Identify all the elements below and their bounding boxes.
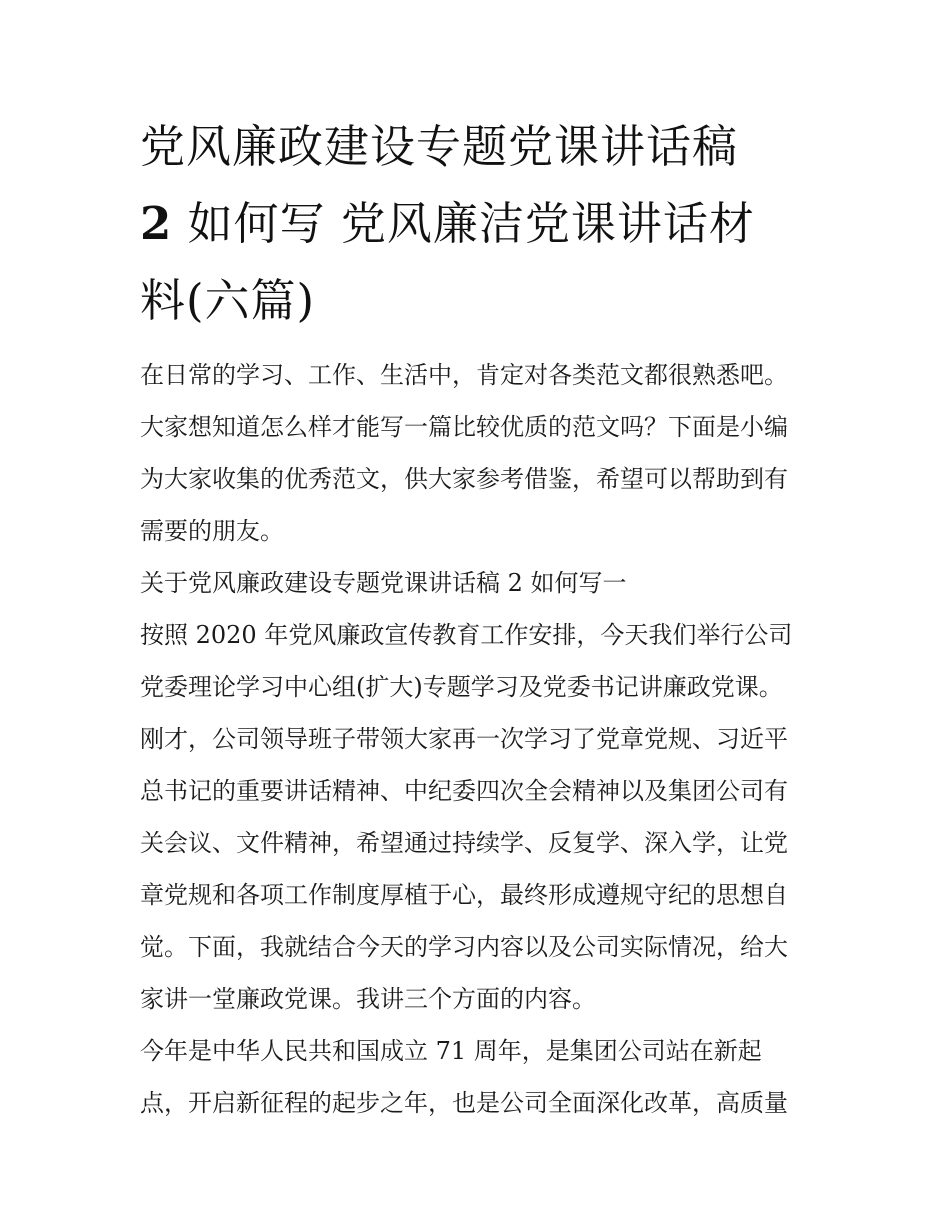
text-line: 在日常的学习、工作、生活中，肯定对各类范文都很熟悉吧。 xyxy=(140,361,788,389)
title-line-1: 党风廉政建设专题党课讲话稿 xyxy=(140,120,739,173)
text-line: 章党规和各项工作制度厚植于心，最终形成遵规守纪的思想自 xyxy=(140,881,788,909)
title-line-3: 料(六篇) xyxy=(140,274,316,327)
text-line: 家讲一堂廉政党课。我讲三个方面的内容。 xyxy=(140,985,596,1013)
document-title xyxy=(140,108,820,339)
text-line: 点，开启新征程的起步之年，也是公司全面深化改革，高质量 xyxy=(140,1089,788,1117)
text-line: 需要的朋友。 xyxy=(140,517,284,545)
text-line: 刚才，公司领导班子带领大家再一次学习了党章党规、习近平 xyxy=(140,725,788,753)
text-line: 为大家收集的优秀范文，供大家参考借鉴，希望可以帮助到有 xyxy=(140,465,788,493)
text-line: 今年是中华人民共和国成立 71 周年，是集团公司站在新起 xyxy=(140,1037,762,1065)
text-line: 总书记的重要讲话精神、中纪委四次全会精神以及集团公司有 xyxy=(140,777,788,805)
section-heading: 关于党风廉政建设专题党课讲话稿 2 如何写一 xyxy=(140,569,627,597)
text-line: 党委理论学习中心组(扩大)专题学习及党委书记讲廉政党课。 xyxy=(140,673,783,701)
text-line: 觉。下面，我就结合今天的学习内容以及公司实际情况，给大 xyxy=(140,933,788,961)
document-body xyxy=(140,349,820,1129)
text-line: 按照 2020 年党风廉政宣传教育工作安排，今天我们举行公司 xyxy=(140,621,793,649)
text-line: 关会议、文件精神，希望通过持续学、反复学、深入学，让党 xyxy=(140,829,788,857)
document-page xyxy=(140,108,820,1129)
text-line: 大家想知道怎么样才能写一篇比较优质的范文吗？下面是小编 xyxy=(140,413,788,441)
title-line-2: 2 如何写 党风廉洁党课讲话材 xyxy=(140,197,755,250)
